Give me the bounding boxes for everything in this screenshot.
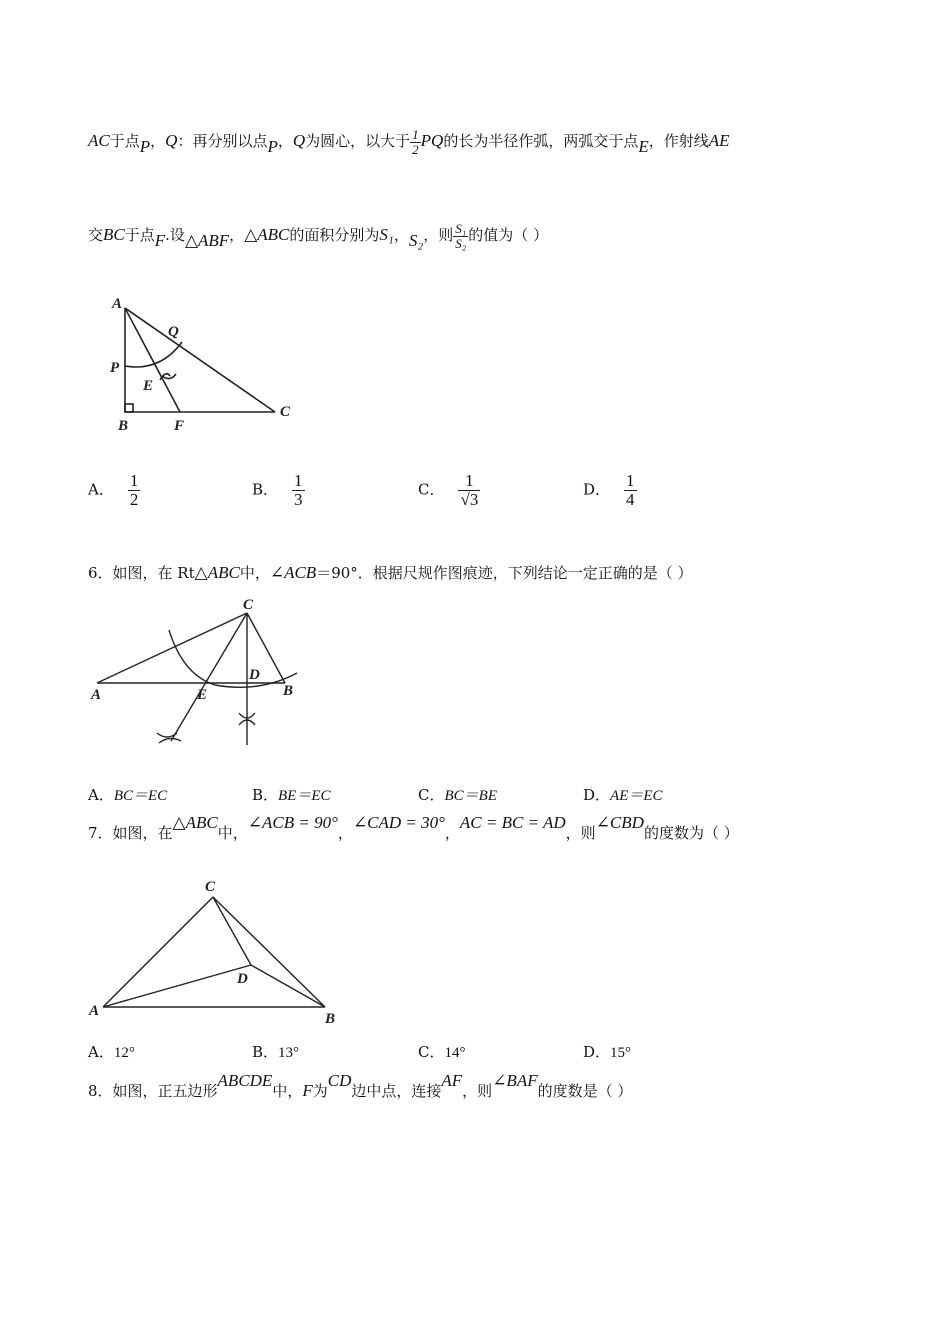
q5-option-c — [418, 472, 480, 509]
segment-ac — [97, 613, 247, 683]
q7-option-b — [252, 1041, 299, 1062]
option-letter: C． — [418, 786, 445, 804]
q6-option-a — [88, 784, 167, 805]
q7-option-a — [88, 1041, 135, 1062]
option-fraction: $\frac{1}{√3}$ — [460, 471, 479, 509]
option-letter: A． — [88, 786, 114, 804]
label-b: B — [118, 418, 129, 434]
option-letter: D． — [583, 786, 611, 804]
text-run: ， — [393, 226, 409, 245]
text-run: 的值为（ ） — [468, 226, 549, 245]
label-c: C — [205, 879, 216, 895]
option-text: BC＝BE — [444, 788, 497, 804]
label-a: A — [89, 1003, 100, 1019]
option-text: AE＝EC — [610, 788, 663, 804]
option-letter: C． — [418, 1043, 445, 1061]
math-run: ∠ACB — [269, 563, 317, 582]
math-run: CD — [327, 1071, 352, 1090]
text-run: 8．如图，正五边形 — [88, 1082, 218, 1100]
q8-stem — [88, 1071, 633, 1101]
segment-cd — [213, 897, 251, 965]
label-c: C — [280, 404, 291, 420]
math-run: △ABC — [244, 225, 290, 245]
text-run: 为 — [312, 1082, 328, 1100]
label-b: B — [325, 1011, 336, 1025]
option-text: 12° — [113, 1045, 135, 1061]
label-d: D — [249, 667, 260, 683]
math-run: AE — [708, 131, 730, 151]
text-run: 中， — [217, 824, 248, 842]
option-letter: B． — [252, 786, 279, 804]
q6-option-d — [583, 784, 663, 805]
option-letter: A． — [88, 480, 114, 499]
option-letter: C． — [418, 480, 445, 499]
text-run: ，则 — [423, 226, 454, 245]
text-run: 中， — [239, 564, 270, 582]
bisector-ce — [171, 613, 247, 741]
math-run: △ABF — [184, 231, 230, 251]
arc-mark-left — [157, 733, 181, 743]
label-c: C — [243, 597, 254, 613]
option-fraction: $\frac{1}{3}$ — [294, 471, 303, 509]
math-run: AC = BC = AD — [459, 813, 566, 832]
math-run: S₁ — [379, 225, 394, 245]
option-text: 13° — [278, 1045, 300, 1061]
math-run: Q — [292, 131, 306, 151]
text-run: ，作射线 — [648, 132, 709, 151]
arc-large — [169, 630, 297, 687]
q7-option-c — [418, 1041, 465, 1062]
math-run: △ABC — [194, 563, 240, 582]
math-run: AC — [88, 131, 110, 151]
option-letter: B． — [252, 1043, 279, 1061]
text-run: ＝90°．根据尺规作图痕迹，下列结论一定正确的是（ ） — [316, 564, 693, 582]
text-run: 的长为半径作弧，两弧交于点 — [443, 132, 639, 151]
text-run: ， — [229, 226, 245, 245]
text-run: 于点 — [109, 132, 140, 151]
q7-option-d — [583, 1041, 631, 1062]
option-letter: B． — [252, 480, 279, 499]
right-angle-mark — [125, 404, 133, 412]
text-run: ， — [337, 824, 353, 842]
math-run: Q — [165, 131, 178, 151]
text-run: 的度数为（ ） — [643, 824, 739, 842]
label-a: A — [112, 296, 123, 312]
math-run: ∠ACB = 90° — [247, 813, 338, 832]
fraction: $\frac{1}{2}$ — [412, 127, 419, 157]
label-b: B — [283, 683, 294, 699]
text-run: .设 — [165, 226, 185, 245]
option-text: 15° — [610, 1045, 632, 1061]
math-run: PQ — [420, 131, 444, 151]
q6-option-c — [418, 784, 497, 805]
option-letter: D． — [583, 480, 611, 499]
math-run: AF — [441, 1071, 463, 1090]
option-letter: D． — [583, 1043, 611, 1061]
math-run: ∠CAD = 30° — [352, 813, 445, 832]
text-run: ， — [150, 132, 166, 151]
q5-option-d — [583, 472, 637, 509]
option-fraction: $\frac{1}{4}$ — [626, 471, 635, 509]
label-q: Q — [168, 324, 179, 340]
option-text: 14° — [444, 1045, 466, 1061]
text-run: 7．如图，在 — [88, 824, 173, 842]
math-run: ∠CBD — [595, 813, 644, 832]
text-run: ， — [444, 824, 460, 842]
option-text: BE＝EC — [278, 788, 331, 804]
text-run: ， — [277, 132, 293, 151]
q6-figure — [85, 595, 315, 755]
label-d: D — [237, 971, 248, 987]
label-p: P — [110, 360, 120, 376]
option-letter: A． — [88, 1043, 114, 1061]
label-a: A — [91, 687, 102, 703]
text-run: 边中点，连接 — [351, 1082, 442, 1100]
label-e: E — [197, 687, 208, 703]
math-run: BC — [103, 225, 125, 245]
segment-ac — [103, 897, 213, 1007]
math-run: △ABC — [172, 813, 218, 832]
q5-option-a — [88, 472, 140, 509]
option-fraction: $\frac{1}{2}$ — [129, 471, 139, 509]
segment-ad — [103, 965, 251, 1007]
text-run: 的面积分别为 — [289, 226, 380, 245]
option-text: BC＝EC — [113, 788, 168, 804]
q5-line-2 — [88, 222, 548, 250]
segment-ac — [125, 308, 275, 412]
text-run: 的度数是（ ） — [537, 1082, 633, 1100]
text-run: 6．如图，在 Rt — [88, 564, 195, 582]
text-run: ：再分别以点 — [177, 132, 268, 151]
text-run: ，则 — [565, 824, 596, 842]
text-run: ，则 — [462, 1082, 493, 1100]
label-e: E — [143, 378, 154, 394]
math-run: ∠BAF — [492, 1071, 538, 1090]
q6-stem — [88, 562, 693, 583]
q5-line-1 — [88, 128, 730, 156]
math-run: F — [154, 231, 166, 251]
fraction: $\frac{\text{S₁}}{\text{S₂}}$ — [455, 221, 467, 251]
math-run: F — [302, 1081, 313, 1100]
q5-figure — [100, 290, 310, 440]
math-run: S₂ — [408, 231, 424, 251]
text-run: 中， — [272, 1082, 303, 1100]
segment-cb — [213, 897, 325, 1007]
text-run: 交 — [88, 226, 104, 245]
q5-option-b — [252, 472, 305, 509]
math-run: P — [139, 137, 151, 157]
q7-figure — [85, 875, 345, 1025]
q7-stem — [88, 813, 739, 843]
math-run: ABCDE — [217, 1071, 273, 1090]
label-f: F — [174, 418, 185, 434]
text-run: 为圆心，以大于 — [305, 132, 411, 151]
math-run: E — [638, 137, 649, 157]
text-run: 于点 — [124, 226, 155, 245]
math-run: P — [267, 137, 278, 157]
q6-option-b — [252, 784, 331, 805]
